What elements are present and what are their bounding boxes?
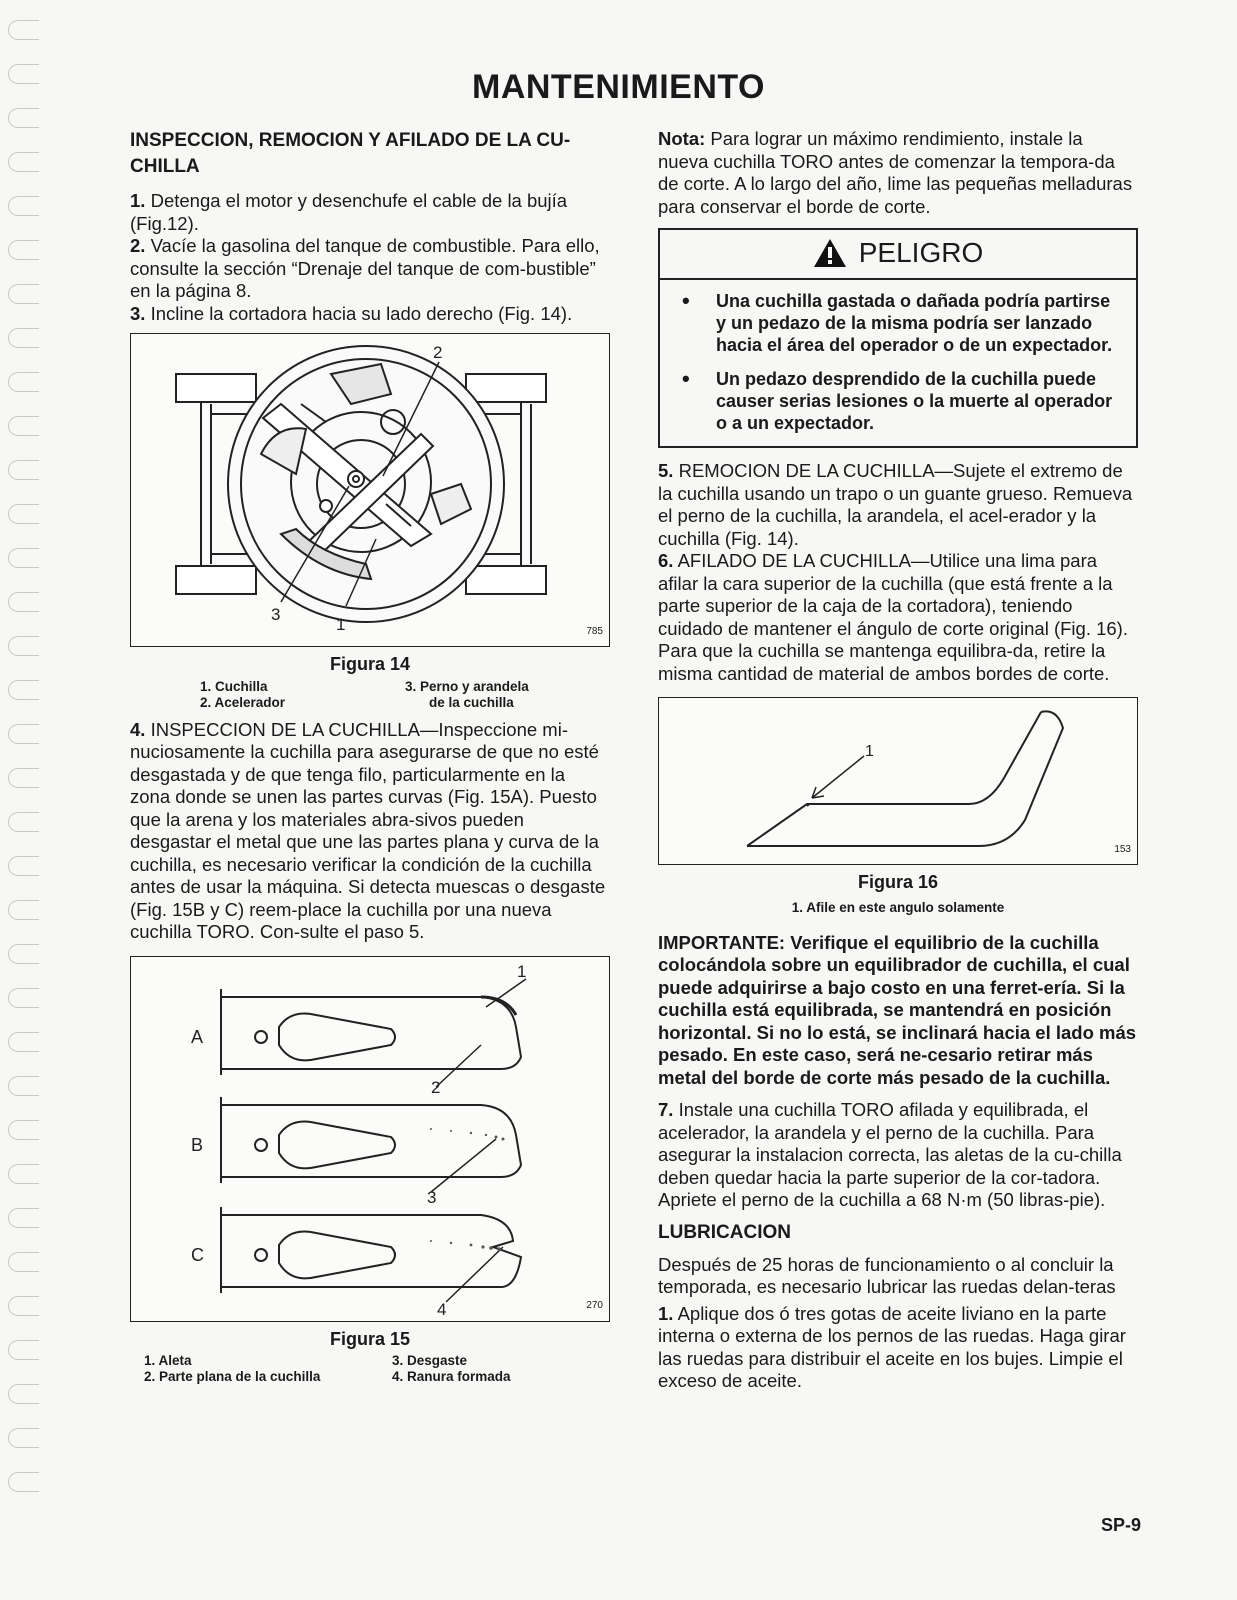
figure-code: 153 <box>1114 843 1131 855</box>
figure-code: 785 <box>586 625 603 637</box>
callout-1: 1 <box>336 615 346 634</box>
caption-item: 1. Aleta <box>144 1353 192 1368</box>
lubrication-heading: LUBRICACION <box>658 1221 791 1243</box>
blade-angle-illustration <box>659 698 1137 864</box>
figure-15-captions <box>130 1353 610 1385</box>
step-number: 5. <box>658 460 674 481</box>
step-text: AFILADO DE LA CUCHILLA—Utilice una lima para afilar la cara superior de la cuchilla (que está frente a la parte superior de la caja de la cortadora), teniendo cuidado de mantener el ángulo de corte original (Fig. 16). Para que la cuchilla se mantenga equilibra-da, retire la misma cantidad de material de ambos bordes de corte. <box>658 550 1128 684</box>
callout-2: 2 <box>431 1077 441 1097</box>
caption-item: 4. Ranura formada <box>392 1369 511 1384</box>
step-text: Vacíe la gasolina del tanque de combustible. Para ello, consulte la sección “Drenaje del tanque de com-bustible” en la página 8. <box>130 235 600 301</box>
step-2 <box>130 235 610 303</box>
right-column <box>658 128 1138 1393</box>
mower-underside-illustration <box>131 334 609 646</box>
page-title: MANTENIMIENTO <box>472 68 765 106</box>
label-B: B <box>191 1134 204 1155</box>
figure-16 <box>658 697 1138 865</box>
step-number: 3. <box>130 302 146 324</box>
step-text: Aplique dos ó tres gotas de aceite liviano en la parte interna o externa de los pernos de las ruedas. Haga girar las ruedas para distribuir el aceite en los bujes. Limpie el exceso de aceite. <box>658 1302 1126 1391</box>
caption-item: 2. Parte plana de la cuchilla <box>144 1369 321 1384</box>
figure-15 <box>130 956 610 1322</box>
caption-item: 1. Afile en este angulo solamente <box>791 899 1005 915</box>
callout-3: 3 <box>271 605 281 624</box>
figure-16-caption <box>658 900 1138 916</box>
note-label: Nota: <box>658 128 706 149</box>
lub-step-1 <box>658 1303 1138 1393</box>
step-text: Instale una cuchilla TORO afilada y equilibrada, el acelerador, la arandela y el perno de la cuchilla. Para asegurar la instalacion correcta, las aletas de la cu-chilla deben quedar hacia la parte superior de la cor-tadora. Apriete el perno de la cuchilla a 68 N·m (50 libras-pie). <box>658 1099 1122 1210</box>
danger-box <box>658 228 1138 448</box>
step-number: 1. <box>658 1302 674 1324</box>
figure-14-title: Figura 14 <box>329 654 411 674</box>
step-6 <box>658 550 1138 685</box>
figure-15-title: Figura 15 <box>329 1328 411 1349</box>
danger-title: PELIGRO <box>858 236 984 268</box>
label-C: C <box>191 1244 204 1265</box>
note-text: Para lograr un máximo rendimiento, instale la nueva cuchilla TORO antes de comenzar la tempora-da de corte. A lo largo del año, lime las pequeñas melladuras para conservar el borde de corte. <box>658 128 1133 217</box>
step-text: Incline la cortadora hacia su lado derecho (Fig. 14). <box>150 302 573 324</box>
step-5 <box>658 460 1138 550</box>
step-number: 2. <box>130 235 146 256</box>
danger-header <box>660 230 1136 280</box>
callout-3: 3 <box>427 1187 437 1207</box>
figure-16-title: Figura 16 <box>857 872 939 892</box>
label-A: A <box>191 1026 204 1047</box>
left-column <box>130 128 610 1385</box>
section-heading-blade: INSPECCION, REMOCION Y AFILADO DE LA CU-CHILLA <box>130 130 571 177</box>
danger-item: • Un pedazo desprendido de la cuchilla puede causer serias lesiones o la muerte al operador o a un expectador. <box>716 368 1116 434</box>
step-text: REMOCION DE LA CUCHILLA—Sujete el extremo de la cuchilla usando un trapo o un guante grueso. Remueva el perno de la cuchilla, la arandela, el acel-erador y la cuchilla (Fig. 14). <box>658 460 1133 549</box>
page-number: SP-9 <box>1100 1515 1141 1535</box>
callout-2: 2 <box>433 343 443 362</box>
callout-4: 4 <box>437 1299 447 1319</box>
danger-item: • Una cuchilla gastada o dañada podría partirse y un pedazo de la misma podría ser lanzado hacia el área del operador o de un expectador. <box>716 290 1116 356</box>
step-text: INSPECCION DE LA CUCHILLA—Inspeccione mi-nuciosamente la cuchilla para asegurarse de que no esté desgastada y de que tenga filo, particularmente en la zona donde se unen las partes curvas (Fig. 15A). Puesto que la arena y los materiales abra-sivos pueden desgastar el metal que une las partes plana y curva de la cuchilla, es necesario verificar la condición de la cuchilla antes de usar la máquina. Si detecta muescas o desgaste (Fig. 15B y C) reem-place la cuchilla por una nueva cuchilla TORO. Con-sulte el paso 5. <box>130 718 606 942</box>
danger-list <box>660 280 1136 446</box>
blade-wear-illustration <box>131 957 609 1321</box>
caption-item: 2. Acelerador <box>200 694 286 710</box>
step-4 <box>130 719 610 944</box>
step-number: 6. <box>658 550 674 571</box>
warning-triangle-icon <box>813 238 847 268</box>
figure-14 <box>130 333 610 647</box>
binding-holes <box>8 20 48 1540</box>
step-number: 4. <box>130 718 146 740</box>
callout-1: 1 <box>865 743 874 760</box>
step-number: 1. <box>130 190 146 211</box>
caption-item: 3. Perno y arandela <box>405 678 529 694</box>
figure-code: 270 <box>586 1300 603 1311</box>
step-text: Detenga el motor y desenchufe el cable de la bujía (Fig.12). <box>130 190 568 234</box>
callout-1: 1 <box>517 961 527 981</box>
caption-item: 1. Cuchilla <box>200 678 268 694</box>
figure-14-captions <box>130 679 610 711</box>
step-7 <box>658 1099 1138 1212</box>
caption-item: de la cuchilla <box>429 694 514 710</box>
step-3 <box>130 303 610 326</box>
important-note: IMPORTANTE: Verifique el equilibrio de la cuchilla colocándola sobre un equilibrador de cuchilla, el cual puede adquirirse a bajo costo en una ferret-ería. Si la cuchilla está equilibrada, se mantendrá en posición horizontal. Si no lo está, se inclinará hacia el lado más pesado. En este caso, será ne-cesario retirar más metal del borde de corte más pesado de la cuchilla. <box>658 931 1137 1088</box>
step-1 <box>130 190 610 235</box>
step-number: 7. <box>658 1099 674 1120</box>
caption-item: 3. Desgaste <box>392 1353 468 1368</box>
lubrication-intro: Después de 25 horas de funcionamiento o al concluir la temporada, es necesario lubricar las ruedas delan-teras <box>658 1253 1116 1297</box>
note <box>658 128 1138 218</box>
